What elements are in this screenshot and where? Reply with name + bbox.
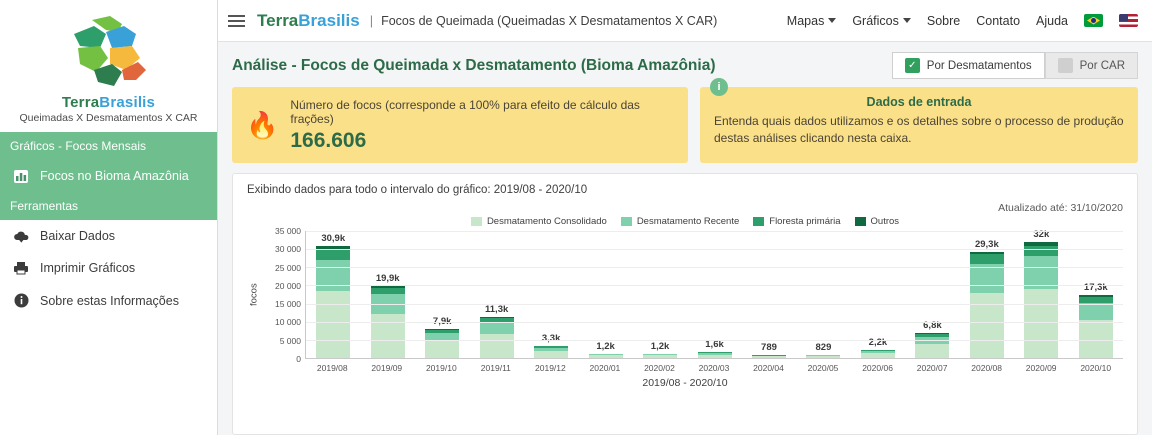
bar-segment bbox=[1079, 303, 1113, 320]
cloud-download-icon bbox=[12, 230, 30, 243]
gridline bbox=[306, 322, 1123, 323]
bar-value-label: 2,2k bbox=[868, 337, 888, 349]
page-content bbox=[218, 42, 1152, 435]
bar-value-label: 1,2k bbox=[596, 340, 615, 352]
y-tick-label: 15 000 bbox=[275, 299, 301, 310]
sidebar-section-ferramentas: Ferramentas bbox=[0, 192, 217, 220]
bar-value-label: 30,9k bbox=[321, 232, 346, 244]
chevron-down-icon bbox=[828, 18, 836, 23]
bar-segment bbox=[425, 341, 459, 358]
brand-part2: Brasilis bbox=[99, 94, 156, 111]
gridline bbox=[306, 285, 1123, 286]
stacked-bar[interactable] bbox=[480, 317, 514, 358]
y-tick-label: 25 000 bbox=[275, 262, 301, 273]
x-tick-label: 2020/10 bbox=[1080, 363, 1112, 373]
legend-item[interactable] bbox=[621, 216, 739, 227]
stacked-bar[interactable] bbox=[316, 246, 350, 358]
x-tick-label: 2019/12 bbox=[535, 363, 566, 373]
card-numero-focos bbox=[232, 87, 688, 163]
nav-item-ajuda[interactable]: Ajuda bbox=[1036, 13, 1068, 28]
topbar bbox=[218, 0, 1152, 42]
y-axis-ticks bbox=[261, 226, 305, 364]
nav-item-mapas[interactable]: Mapas bbox=[787, 14, 837, 28]
sidebar-section-graficos: Gráficos - Focos Mensais bbox=[0, 132, 217, 160]
chevron-down-icon bbox=[903, 18, 911, 23]
sidebar-item-focos-bioma-amazonia[interactable] bbox=[0, 160, 217, 192]
bar-segment bbox=[316, 291, 350, 358]
bars-plot bbox=[305, 228, 1123, 359]
view-toggle-group bbox=[892, 52, 1138, 79]
gridline bbox=[306, 267, 1123, 268]
sidebar-item-label: Focos no Bioma Amazônia bbox=[40, 169, 189, 183]
bar-segment bbox=[480, 322, 514, 334]
legend-swatch bbox=[855, 217, 866, 226]
chart-updated-text: Atualizado até: 31/10/2020 bbox=[998, 202, 1123, 214]
check-icon bbox=[1058, 58, 1073, 73]
toggle-label: Por CAR bbox=[1079, 59, 1125, 72]
bar-segment bbox=[480, 334, 514, 358]
x-tick-label: 2019/10 bbox=[425, 363, 457, 373]
gridline bbox=[306, 249, 1123, 250]
stacked-bar[interactable] bbox=[589, 354, 623, 358]
topbar-subtitle: Focos de Queimada (Queimadas X Desmatamentos X CAR) bbox=[381, 13, 718, 28]
card-focos-value: 166.606 bbox=[290, 128, 367, 152]
topbar-brand[interactable] bbox=[257, 11, 360, 31]
sidebar-item-imprimir-graficos[interactable] bbox=[0, 252, 217, 284]
bar-value-label: 829 bbox=[815, 342, 832, 353]
y-tick-label: 20 000 bbox=[275, 280, 301, 291]
toggle-label: Por Desmatamentos bbox=[926, 59, 1032, 72]
sidebar-item-sobre-estas-informacoes[interactable] bbox=[0, 284, 217, 317]
x-tick-label: 2020/09 bbox=[1025, 363, 1057, 373]
brazil-flag-icon[interactable] bbox=[1084, 14, 1103, 27]
chart-range-text: Exibindo dados para todo o intervalo do gráfico: 2019/08 - 2020/10 bbox=[247, 184, 588, 196]
info-icon bbox=[12, 293, 30, 308]
check-icon: ✓ bbox=[905, 58, 920, 73]
toggle-por-desmatamentos[interactable] bbox=[892, 52, 1045, 79]
bar-value-label: 789 bbox=[761, 342, 777, 354]
stacked-bar[interactable] bbox=[698, 352, 732, 358]
stacked-bar[interactable] bbox=[534, 346, 568, 358]
stacked-bar[interactable] bbox=[861, 350, 895, 358]
bar-value-label: 1,6k bbox=[705, 339, 724, 351]
x-axis-ticks bbox=[305, 359, 1123, 373]
bar-segment bbox=[1024, 256, 1058, 289]
sidebar-brand-title bbox=[6, 94, 211, 111]
x-tick-label: 2019/08 bbox=[316, 363, 348, 373]
chart-panel bbox=[232, 173, 1138, 435]
stacked-bar[interactable] bbox=[425, 329, 459, 358]
bar-value-label: 19,9k bbox=[375, 272, 400, 284]
bar-segment bbox=[698, 355, 732, 358]
legend-label: Desmatamento Recente bbox=[636, 216, 740, 227]
legend-swatch bbox=[621, 217, 632, 226]
sidebar-item-label: Baixar Dados bbox=[40, 229, 116, 243]
bar-value-label: 6,8k bbox=[923, 320, 942, 332]
stacked-bar[interactable] bbox=[752, 355, 786, 358]
sidebar-brand-subtitle: Queimadas X Desmatamentos X CAR bbox=[19, 112, 198, 124]
gridline bbox=[306, 340, 1123, 341]
sidebar-item-label: Imprimir Gráficos bbox=[40, 261, 136, 275]
x-tick-label: 2019/11 bbox=[480, 363, 511, 373]
y-axis-title: focos bbox=[248, 283, 260, 307]
y-tick-label: 10 000 bbox=[275, 317, 301, 328]
stacked-bar[interactable] bbox=[643, 354, 677, 358]
bar-segment bbox=[806, 356, 840, 358]
topbar-menu bbox=[787, 14, 1138, 28]
page-title: Análise - Focos de Queimada x Desmatamento (Bioma Amazônia) bbox=[232, 56, 716, 74]
x-tick-label: 2020/07 bbox=[916, 363, 948, 373]
summary-cards bbox=[232, 81, 1138, 163]
card-info-text: Entenda quais dados utilizamos e os detalhes sobre o processo de produção destas análises clicando nesta caixa. bbox=[714, 114, 1124, 146]
x-tick-label: 2020/05 bbox=[807, 363, 839, 373]
main-area bbox=[218, 0, 1152, 435]
info-icon: i bbox=[710, 78, 728, 96]
legend-swatch bbox=[471, 217, 482, 226]
chart-legend bbox=[247, 216, 1123, 227]
x-tick-label: 2020/04 bbox=[753, 363, 784, 373]
legend-item[interactable] bbox=[855, 216, 900, 227]
bar-segment bbox=[643, 355, 677, 358]
legend-swatch bbox=[753, 217, 764, 226]
y-tick-label: 35 000 bbox=[275, 226, 301, 236]
sidebar-item-label: Sobre estas Informações bbox=[40, 293, 179, 308]
legend-item[interactable] bbox=[471, 216, 607, 227]
legend-label: Desmatamento Consolidado bbox=[486, 216, 607, 227]
y-tick-label: 30 000 bbox=[275, 244, 301, 255]
x-tick-label: 2020/08 bbox=[971, 363, 1002, 373]
nav-item-graficos[interactable]: Gráficos bbox=[852, 14, 911, 28]
bar-value-label: 1,2k bbox=[650, 340, 670, 352]
x-tick-label: 2020/06 bbox=[862, 363, 893, 373]
page-title-row bbox=[232, 52, 1138, 79]
bar-segment bbox=[752, 356, 786, 358]
sidebar bbox=[0, 0, 218, 435]
card-info-title: Dados de entrada bbox=[866, 95, 972, 109]
bar-value-label: 29,3k bbox=[974, 238, 999, 250]
stacked-bar[interactable] bbox=[1079, 295, 1113, 358]
topbar-brand-part2: Brasilis bbox=[298, 10, 360, 30]
bar-segment bbox=[589, 355, 623, 358]
gridline bbox=[306, 304, 1123, 305]
bar-segment bbox=[1024, 246, 1058, 257]
topbar-brand-part1: Terra bbox=[257, 10, 299, 30]
bar-segment bbox=[861, 353, 895, 358]
sidebar-brand bbox=[0, 0, 217, 132]
bar-segment bbox=[316, 249, 350, 260]
y-tick-label: 0 bbox=[296, 354, 301, 364]
gridline bbox=[306, 231, 1123, 232]
menu-toggle-icon[interactable] bbox=[228, 15, 245, 27]
bar-segment bbox=[970, 254, 1004, 264]
bar-value-label: 7,9k bbox=[432, 316, 452, 328]
card-dados-de-entrada[interactable] bbox=[700, 81, 1138, 163]
bar-value-label: 17,3k bbox=[1083, 282, 1108, 294]
toggle-por-car[interactable] bbox=[1045, 52, 1138, 79]
card-focos-label: Número de focos (corresponde a 100% para efeito de cálculo das frações) bbox=[290, 97, 640, 126]
usa-flag-icon[interactable] bbox=[1119, 14, 1138, 27]
nav-item-contato[interactable]: Contato bbox=[976, 13, 1021, 28]
sidebar-item-baixar-dados[interactable] bbox=[0, 220, 217, 252]
stacked-bar[interactable] bbox=[806, 355, 840, 358]
bar-value-label: 32k bbox=[1033, 228, 1050, 240]
brand-part1: Terra bbox=[61, 94, 100, 111]
legend-label: Floresta primária bbox=[769, 216, 841, 227]
bar-chart-icon bbox=[12, 170, 30, 183]
y-tick-label: 5 000 bbox=[279, 335, 301, 346]
x-tick-label: 2020/02 bbox=[644, 363, 675, 373]
topbar-separator: | bbox=[369, 13, 374, 28]
bar-segment bbox=[915, 344, 949, 359]
chart-plot-area bbox=[247, 226, 1123, 364]
terrabrasilis-logo-icon bbox=[66, 14, 152, 92]
printer-icon bbox=[12, 261, 30, 275]
bar-segment bbox=[1024, 289, 1058, 358]
flame-icon: 🔥 bbox=[246, 110, 279, 140]
x-tick-label: 2020/01 bbox=[589, 363, 621, 373]
nav-item-sobre[interactable]: Sobre bbox=[926, 13, 961, 28]
bar-value-label: 11,3k bbox=[485, 304, 509, 315]
bar-segment bbox=[534, 351, 568, 358]
legend-label: Outros bbox=[870, 216, 900, 227]
x-tick-label: 2019/09 bbox=[371, 363, 403, 373]
legend-item[interactable] bbox=[753, 216, 840, 227]
x-tick-label: 2020/03 bbox=[698, 363, 730, 373]
bar-value-label: 3,3k bbox=[541, 333, 561, 345]
stacked-bar[interactable] bbox=[915, 333, 949, 358]
x-axis-title: 2019/08 - 2020/10 bbox=[642, 377, 728, 389]
